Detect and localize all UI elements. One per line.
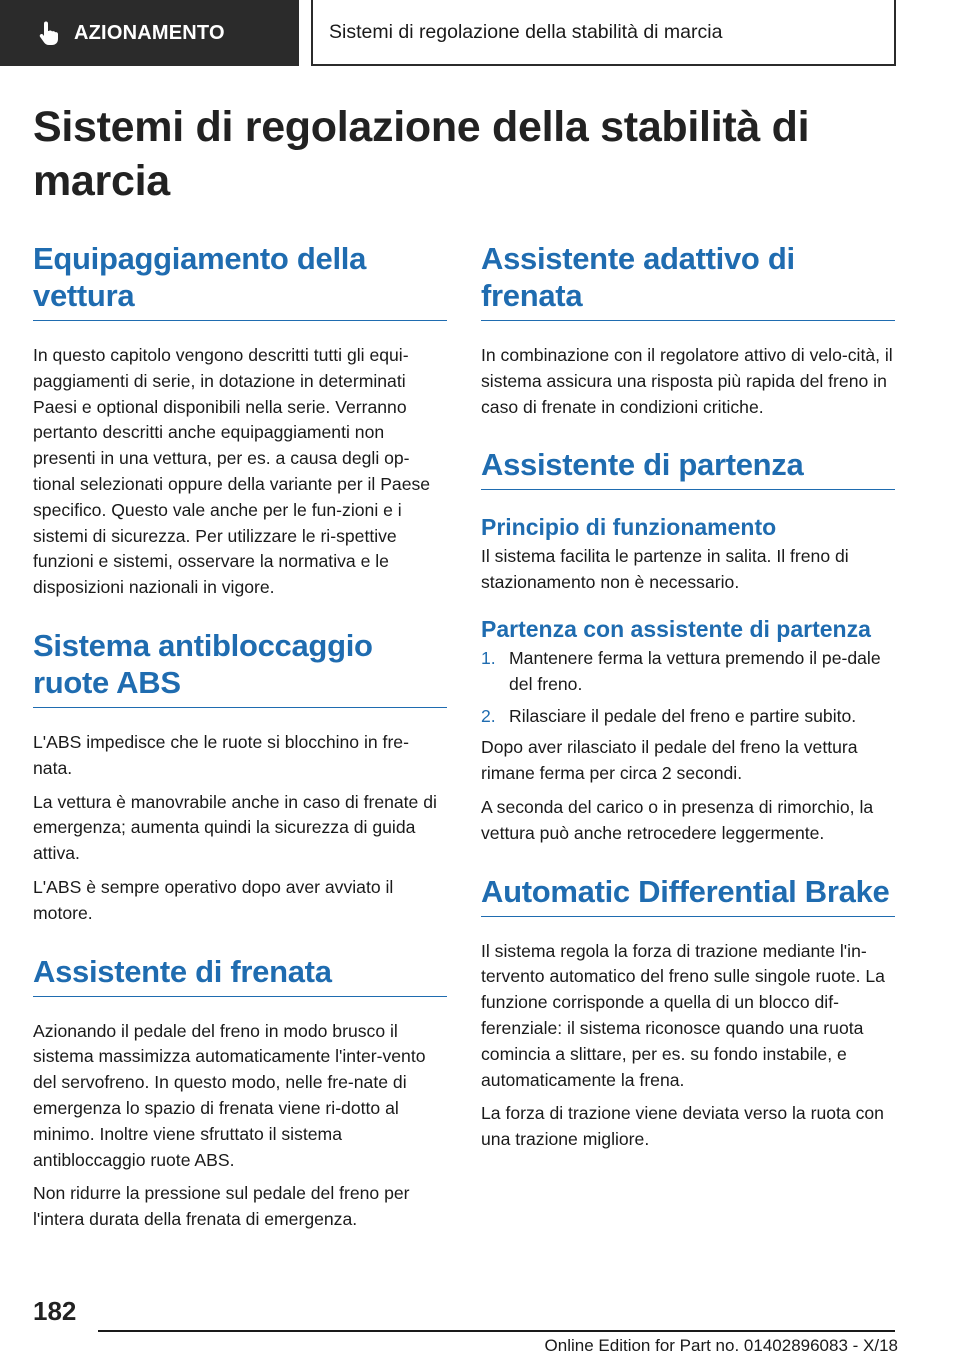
section-title: Equipaggiamento della vettura [33, 240, 447, 321]
section-equipment [33, 240, 447, 601]
section-label: AZIONAMENTO [74, 21, 225, 44]
right-column [481, 240, 895, 1179]
paragraph: Il sistema facilita le partenze in salita. Il freno di stazionamento non è necessario. [481, 546, 849, 593]
section-adaptive-brake [481, 240, 895, 420]
section-title: Automatic Differential Brake [481, 873, 895, 917]
chapter-tab [311, 0, 896, 66]
list-item [481, 704, 895, 730]
paragraph: Il sistema regola la forza di trazione mediante l'in-tervento automatico del freno sulle singole ruote. La funzione corrisponde a quella di un blocco dif-ferenziale: il sistema riconosce quando una ruota comincia a slittare, per es. su fondo instabile, e automaticamente la frena. [481, 940, 885, 1090]
paragraph: In questo capitolo vengono descritti tutti gli equi-paggiamenti di serie, in dotazione in determinati Paesi e optional disponibili nella serie. Verranno pertanto descritti anche equipaggiamenti non presenti in una vettura, per es. a causa degli op-tional selezionati oppure della variante per il Paese specifico. Questo vale anche per le fun-zioni e i sistemi di sicurezza. Per utilizzare le ri-spettive funzioni e sistemi, osservare la normativa e le disposizioni nazionali in vigore. [33, 345, 431, 598]
subsection-title: Principio di funzionamento [481, 514, 777, 541]
section-adb [481, 873, 895, 1153]
edition-text: Online Edition for Part no. 01402896083 - X/18 [544, 1336, 898, 1355]
page-number: 182 [33, 1296, 77, 1326]
section-brake-assist [33, 953, 447, 1233]
paragraph: La forza di trazione viene deviata verso la ruota con una trazione migliore. [481, 1103, 884, 1150]
paragraph: La vettura è manovrabile anche in caso di frenate di emergenza; aumenta quindi la sicurezza di guida attiva. [33, 791, 437, 864]
hand-pointer-icon [38, 20, 60, 46]
subsection-principle [481, 512, 895, 596]
subsection-start [481, 614, 895, 847]
section-title: Assistente di frenata [33, 953, 447, 997]
left-column [33, 240, 447, 1259]
section-abs [33, 627, 447, 927]
chapter-label: Sistemi di regolazione della stabilità di marcia [329, 20, 723, 43]
step-text: Rilasciare il pedale del freno e partire subito. [509, 705, 857, 726]
steps-list [481, 646, 895, 729]
page-header [0, 0, 960, 66]
paragraph: L'ABS impedisce che le ruote si blocchino in fre-nata. [33, 731, 409, 778]
page-title: Sistemi di regolazione della stabilità di marcia [33, 103, 810, 205]
paragraph: L'ABS è sempre operativo dopo aver avviato il motore. [33, 876, 394, 923]
paragraph: In combinazione con il regolatore attivo di velo-cità, il sistema assicura una risposta più rapida del freno in caso di frenate in condizioni critiche. [481, 345, 893, 417]
footer-divider [98, 1330, 895, 1332]
section-title: Assistente adattivo di frenata [481, 240, 895, 321]
paragraph: A seconda del carico o in presenza di rimorchio, la vettura può anche retrocedere leggermente. [481, 796, 874, 843]
step-number: 2. [481, 705, 496, 726]
subsection-title: Partenza con assistente di partenza [481, 615, 871, 642]
paragraph: Non ridurre la pressione sul pedale del freno per l'intera durata della frenata di emergenza. [33, 1183, 410, 1230]
section-hill-start [481, 446, 895, 846]
section-tab [0, 0, 299, 66]
section-title: Sistema antibloccaggio ruote ABS [33, 627, 447, 708]
step-number: 1. [481, 647, 496, 668]
section-title: Assistente di partenza [481, 446, 895, 490]
paragraph: Azionando il pedale del freno in modo brusco il sistema massimizza automaticamente l'inter-vento del servofreno. In questo modo, nelle fre-nate di emergenza lo spazio di frenata viene ri-dotto al minimo. Inoltre viene sfruttato il sistema antibloccaggio ruote ABS. [33, 1020, 426, 1170]
paragraph: Dopo aver rilasciato il pedale del freno la vettura rimane ferma per circa 2 secondi. [481, 737, 858, 784]
list-item [481, 646, 895, 698]
step-text: Mantenere ferma la vettura premendo il pe-dale del freno. [509, 647, 881, 694]
